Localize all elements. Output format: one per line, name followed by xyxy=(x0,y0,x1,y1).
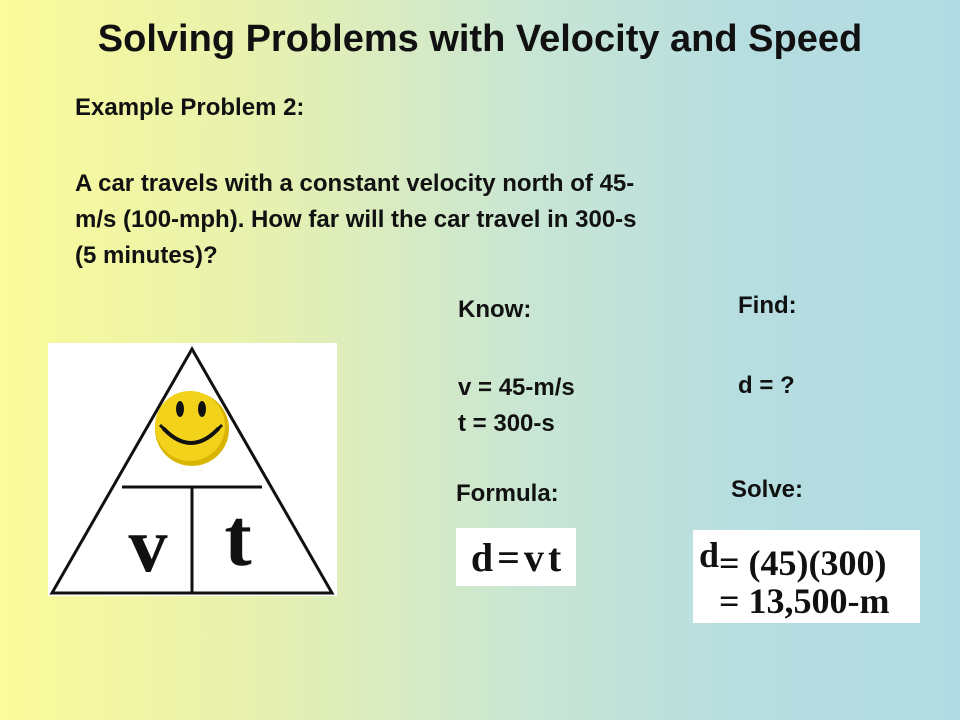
formula-t: t xyxy=(547,534,562,580)
solve-line-2: = 13,500-m xyxy=(719,581,890,621)
problem-line: (5 minutes)? xyxy=(75,242,218,269)
formula-d: d xyxy=(470,534,494,580)
solve-label: Solve: xyxy=(731,476,804,503)
triangle-letter-t: t xyxy=(224,492,252,583)
formula-equation xyxy=(456,528,576,586)
problem-line: m/s (100-mph). How far will the car travel in 300-s xyxy=(75,206,637,233)
solve-expression: = (45)(300) xyxy=(719,543,887,583)
find-label: Find: xyxy=(738,292,797,319)
triangle-diagram xyxy=(48,343,337,596)
solve-line-1 xyxy=(699,534,887,584)
know-time: t = 300-s xyxy=(458,410,555,437)
problem-heading: Example Problem 2: xyxy=(75,94,305,121)
know-velocity: v = 45-m/s xyxy=(458,374,575,401)
formula-label: Formula: xyxy=(456,480,559,507)
formula-v: v xyxy=(523,534,544,580)
formula-equals: = xyxy=(497,534,520,580)
solve-equation xyxy=(693,530,920,623)
solve-var: d xyxy=(699,535,720,575)
slide-title: Solving Problems with Velocity and Speed xyxy=(97,18,863,60)
dvt-triangle xyxy=(48,343,337,596)
triangle-letter-v: v xyxy=(128,501,168,588)
know-label: Know: xyxy=(458,296,532,323)
find-distance: d = ? xyxy=(738,372,795,399)
problem-line: A car travels with a constant velocity north of 45- xyxy=(75,170,635,197)
problem-text xyxy=(75,166,845,274)
